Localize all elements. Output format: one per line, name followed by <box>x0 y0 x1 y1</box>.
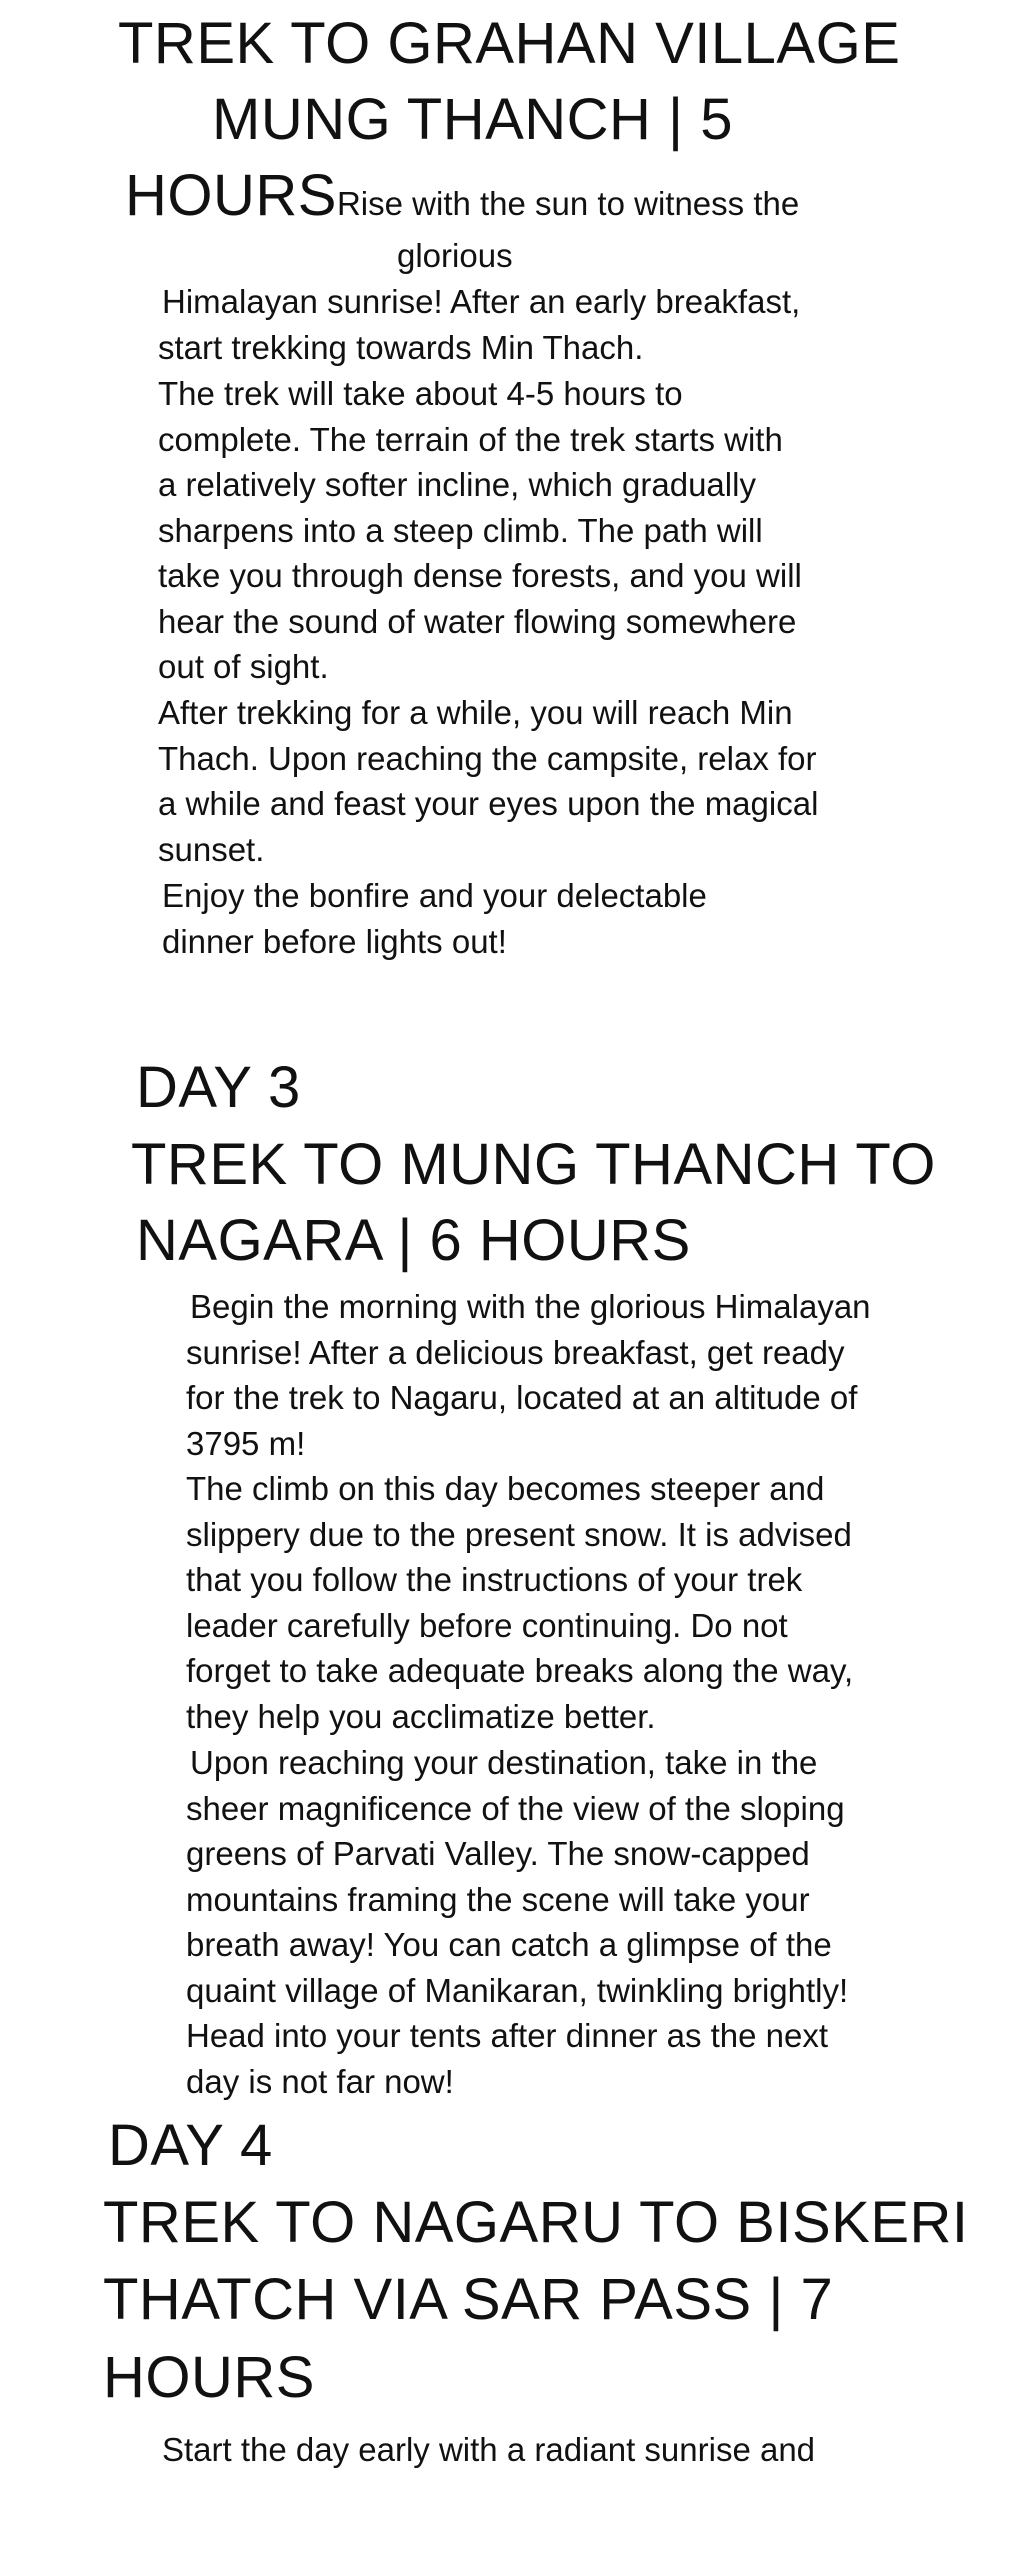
day3-paragraph-2 <box>186 1466 853 1739</box>
text-line: sunrise! After a delicious breakfast, get ready <box>186 1333 845 1371</box>
text-line: sheer magnificence of the view of the sloping <box>186 1789 845 1827</box>
text-line: After trekking for a while, you will reach Min <box>158 694 793 731</box>
text-line: a while and feast your eyes upon the magical <box>158 785 819 822</box>
text-line: take you through dense forests, and you will <box>158 557 802 594</box>
text-line: quaint village of Manikaran, twinkling brightly! <box>186 1971 849 2009</box>
day2-intro-line-2: glorious <box>397 237 513 274</box>
day4-heading-line-2: THATCH VIA SAR PASS | 7 <box>103 2267 834 2332</box>
text-line: complete. The terrain of the trek starts with <box>158 420 783 458</box>
text-line: breath away! You can catch a glimpse of the <box>186 1926 832 1963</box>
day3-paragraph-3 <box>186 1740 849 2104</box>
day2-paragraph-2 <box>158 371 802 690</box>
text-line: Head into your tents after dinner as the next <box>186 2017 829 2054</box>
day2-paragraph-4 <box>162 873 707 964</box>
text-line: Enjoy the bonfire and your delectable <box>162 877 707 914</box>
day3-heading-line-1: TREK TO MUNG THANCH TO <box>131 1132 936 1197</box>
text-line: The trek will take about 4-5 hours to <box>158 375 683 412</box>
text-line: they help you acclimatize better. <box>186 1697 656 1735</box>
text-line: Thach. Upon reaching the campsite, relax for <box>158 739 817 777</box>
day4-heading-day: DAY 4 <box>108 2113 273 2178</box>
day4-heading-line-3: HOURS <box>103 2345 315 2410</box>
day2-paragraph-3 <box>158 690 818 872</box>
day4-paragraph-1 <box>162 2427 815 2473</box>
text-line: leader carefully before continuing. Do not <box>186 1606 788 1644</box>
text-line: hear the sound of water flowing somewhere <box>158 602 797 640</box>
day2-title-line-1: TREK TO GRAHAN VILLAGE <box>118 11 901 76</box>
day2-intro-line-1: Rise with the sun to witness the <box>336 185 800 222</box>
text-line: a relatively softer incline, which gradually <box>158 466 756 503</box>
text-line: forget to take adequate breaks along the way, <box>186 1652 854 1689</box>
text-line: Begin the morning with the glorious Himalayan <box>190 1288 871 1325</box>
day2-title-hours: HOURS <box>125 163 337 228</box>
text-line: out of sight. <box>158 648 329 685</box>
text-line: 3795 m! <box>186 1424 306 1462</box>
text-line: Himalayan sunrise! After an early breakfast, <box>162 283 801 320</box>
text-line: The climb on this day becomes steeper and <box>186 1470 825 1507</box>
day2-title-line-3 <box>125 158 799 242</box>
text-line: dinner before lights out! <box>162 922 507 960</box>
text-line: greens of Parvati Valley. The snow-capped <box>186 1835 810 1872</box>
text-line: sunset. <box>158 830 265 868</box>
text-line: start trekking towards Min Thach. <box>158 328 644 366</box>
text-line: Start the day early with a radiant sunrise and <box>162 2431 816 2468</box>
day2-title-line-2: MUNG THANCH | 5 <box>212 87 733 152</box>
text-line: slippery due to the present snow. It is advised <box>186 1515 852 1553</box>
text-line: that you follow the instructions of your trek <box>186 1561 803 1598</box>
day3-paragraph-1 <box>186 1284 871 1466</box>
day3-heading-day: DAY 3 <box>136 1055 301 1120</box>
day4-heading-line-1: TREK TO NAGARU TO BISKERI <box>103 2190 969 2255</box>
text-line: Upon reaching your destination, take in the <box>190 1744 818 1781</box>
text-line: for the trek to Nagaru, located at an altitude of <box>186 1379 858 1416</box>
text-line: day is not far now! <box>186 2062 454 2100</box>
day2-paragraph-1 <box>158 279 801 370</box>
text-line: sharpens into a steep climb. The path will <box>158 511 763 549</box>
day3-heading-line-2: NAGARA | 6 HOURS <box>136 1208 691 1273</box>
text-line: mountains framing the scene will take your <box>186 1880 810 1918</box>
